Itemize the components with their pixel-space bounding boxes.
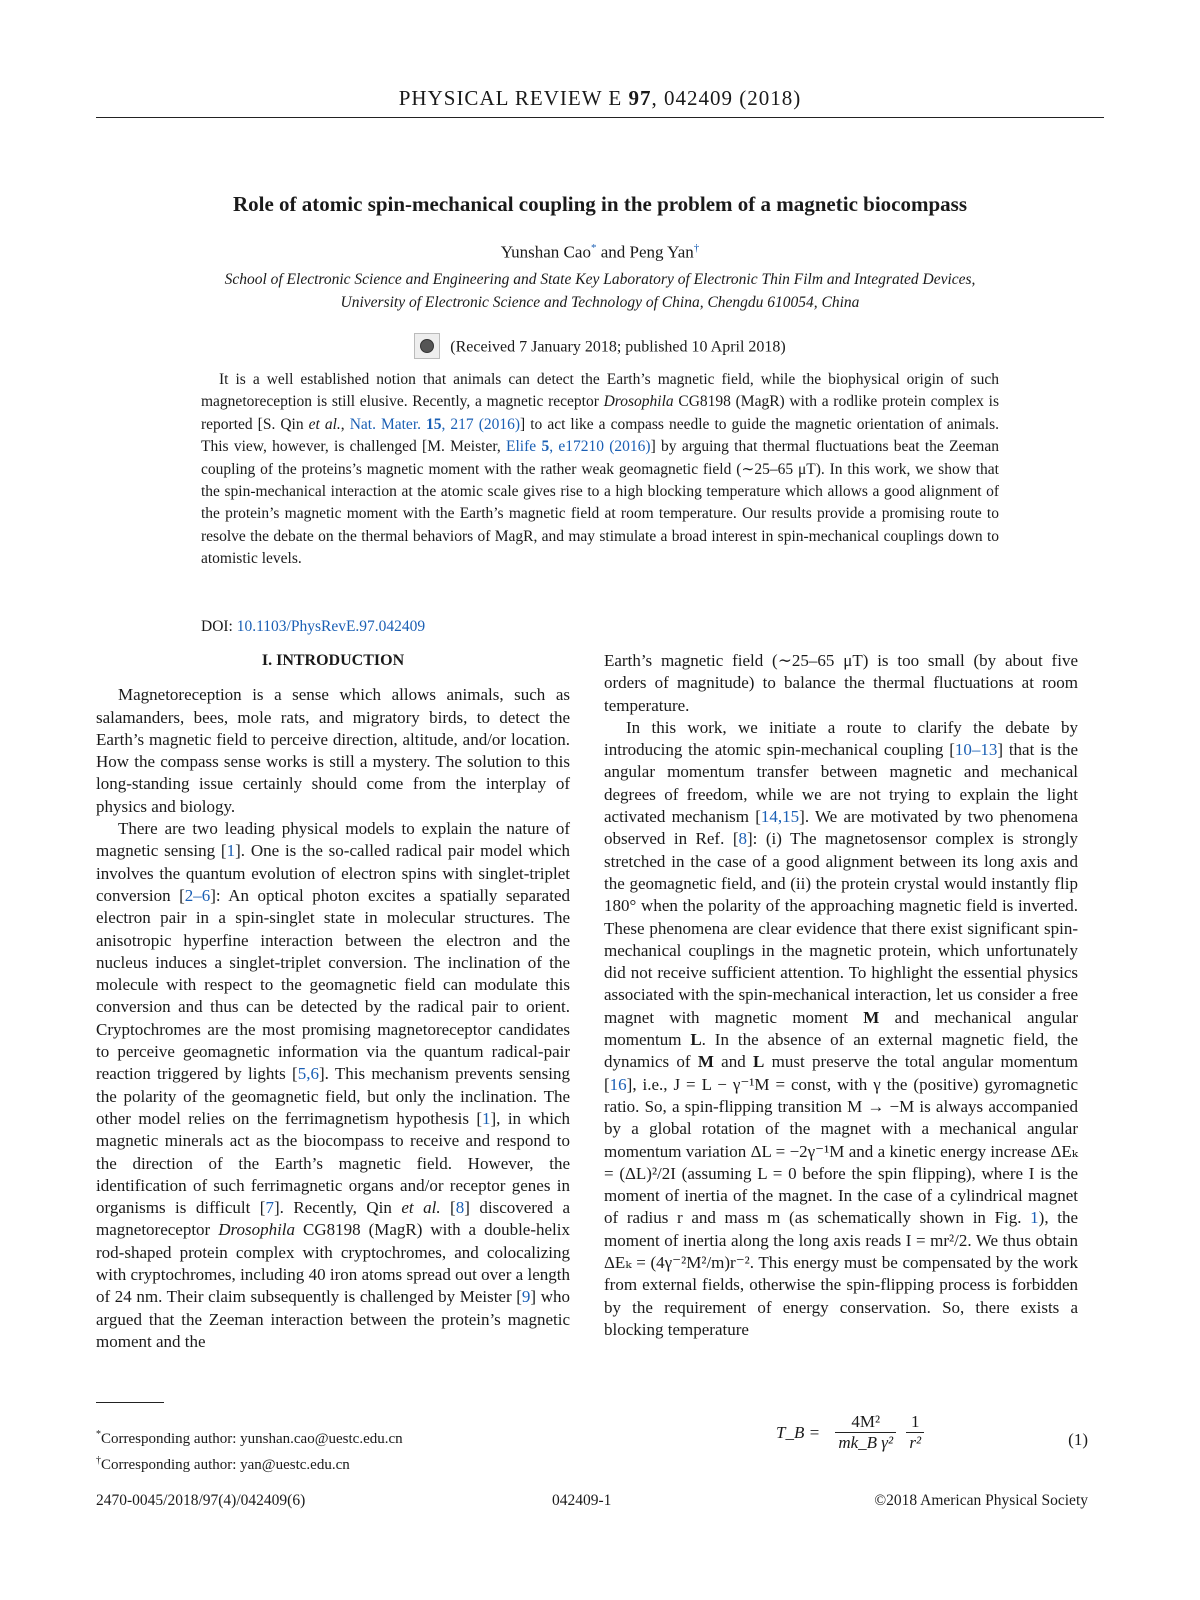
reference-link[interactable]: 16: [609, 1074, 627, 1094]
abstract-text: ] by arguing that thermal fluctuations beat the Zeeman coupling of the proteins’s magnetic moment with the rather weak geomagnetic field (∼25–65 μT). In this work, we show that the spin-mechanical interaction at the atomic scale gives rise to a high blocking temperature which allows a good alignment of the protein’s magnetic moment with the Earth’s magnetic field at room temperature. Our results provide a promising route to resolve the debate on the thermal behaviors of MagR, and may stimulate a broad interest in spin-mechanical couplings down to atomistic levels.: [201, 438, 999, 568]
journal-name: PHYSICAL REVIEW E: [398, 86, 623, 110]
reference-link[interactable]: 1: [226, 841, 236, 861]
text: ]. One is the so-called radical pair model which involves the quantum evolution of electron spins with singlet-triplet conversion [: [96, 841, 570, 905]
author-1: Yunshan Cao: [500, 242, 591, 262]
text: There are two leading physical models to explain the nature of magnetic sensing [: [96, 819, 570, 861]
text: ], i.e., J = L − γ⁻¹M = const, with γ the (positive) gyromagnetic ratio. So, a spin-flipping transition M → −M is always accompanied by a global rotation of the magnet with a mechanical angular momentum variation ΔL = −2γ⁻¹M and a kinetic energy increase ΔEₖ = (ΔL)²/2I (assuming L = 0 before the spin flipping), where I is the moment of inertia of the magnet. In the case of a cylindrical magnet of radius r and mass m (as schematically shown in Fig.: [604, 1074, 1078, 1228]
affiliation-line-1: School of Electronic Science and Engineering and State Key Laboratory of Electronic Thin Film and Integrated Devices,: [224, 271, 976, 288]
doi-line: [201, 618, 425, 636]
citation-link[interactable]: 15: [426, 415, 442, 433]
author-1-mark[interactable]: *: [590, 242, 597, 254]
reference-link[interactable]: 5,6: [297, 1064, 319, 1084]
received-line: [96, 335, 1104, 361]
text: In this work, we initiate a route to clarify the debate by introducing the atomic spin-mechanical coupling [: [604, 717, 1078, 760]
fraction-2: [906, 1412, 924, 1453]
text: CG8198 (MagR) with a double-helix rod-shaped protein complex with cryptochromes, and colocalizing with cryptochromes, including 40 iron atoms spread out over a length of 24 nm. Their claim subsequently is challenged by Meister [: [96, 1220, 570, 1307]
bold-symbol: L: [753, 1052, 765, 1072]
left-column: [96, 650, 570, 1353]
numerator: 1: [906, 1412, 924, 1433]
text: ] that is the angular momentum transfer between magnetic and mechanical degrees of freedom, while we are not trying to explain the light activated mechanism [: [604, 740, 1078, 827]
equation-number: (1): [1068, 1430, 1088, 1449]
italic-text: et al.: [401, 1198, 441, 1218]
author-line: [96, 242, 1104, 263]
abstract-italic: et al.: [308, 415, 341, 433]
doi-label: DOI:: [201, 618, 237, 635]
issn: 2470-0045/2018/97(4)/042409(6): [96, 1492, 306, 1509]
reference-link[interactable]: 8: [738, 829, 747, 849]
citation-link[interactable]: 5: [541, 438, 550, 456]
text: ]: (i) The magnetosensor complex is strongly stretched in the case of a good alignment between its long axis and the geomagnetic field, and (ii) the protein crystal would instantly flip 180° when the polarity of the approaching magnetic field is inverted. These phenomena are clear evidence that there exist significant spin-mechanical couplings in the magnetic protein, which unfortunately did not receive sufficient attention. To highlight the essential physics associated with the spin-mechanical interaction, let us consider a free magnet with magnetic moment: [604, 829, 1078, 1027]
crossmark-icon[interactable]: [414, 333, 440, 359]
abstract-text: CG8198 (MagR) with a rodlike protein complex is reported [S. Qin: [201, 393, 999, 433]
doi-link[interactable]: 10.1103/PhysRevE.97.042409: [236, 618, 426, 635]
text: ] who argued that the Zeeman interaction between the protein’s magnetic moment and the: [96, 1287, 570, 1351]
text: ), the moment of inertia along the long axis reads I = mr²/2. We thus obtain ΔEₖ = (4γ⁻²M²/m)r⁻². This energy must be compensated by the work from external fields, otherwise the spin-flipping process is forbidden by the requirement of energy conservation. So, there exists a blocking temperature: [604, 1208, 1078, 1339]
bold-symbol: L: [690, 1030, 702, 1050]
paragraph: [604, 717, 1078, 1341]
citation-link[interactable]: , 217: [441, 415, 474, 433]
page-number: 042409-1: [552, 1492, 612, 1509]
text: ]. Recently, Qin: [273, 1198, 402, 1218]
footnotes: [96, 1424, 403, 1476]
paragraph: [96, 818, 570, 1353]
journal-citation: , 042409 (2018): [651, 86, 802, 110]
text: and: [713, 1052, 753, 1072]
reference-link[interactable]: 8: [455, 1198, 465, 1218]
reference-link[interactable]: 1: [482, 1108, 491, 1128]
denominator: r²: [909, 1433, 922, 1452]
fraction-1: [835, 1412, 896, 1453]
reference-link[interactable]: 2–6: [184, 885, 211, 905]
text: ]: An optical photon excites a spatially separated electron pair in a spin-singlet state in molecular structures. The anisotropic hyperfine interaction between the electron and the nucleus induces a singlet-triplet conversion. The inclination of the molecule with respect to the geomagnetic field can modulate this conversion and thus can be detected by the radical pair to orient. Cryptochromes are the most promising magnetoreceptor candidates to perceive geomagnetic information via the quantum radical-pair reaction triggered by lights [: [96, 885, 570, 1084]
copyright: ©2018 American Physical Society: [874, 1492, 1088, 1509]
abstract-text: ,: [340, 415, 350, 433]
paragraph: Magnetoreception is a sense which allows animals, such as salamanders, bees, mole rats, and migratory birds, to detect the Earth’s magnetic field to perceive direction, altitude, and/or location. How the compass sense works is still a mystery. The solution to this long-standing issue certainly should come from the interplay of physics and biology.: [96, 685, 570, 816]
footnote-separator: [96, 1402, 164, 1403]
affiliation-line-2: University of Electronic Science and Technology of China, Chengdu 610054, China: [340, 294, 860, 311]
article-title: Role of atomic spin-mechanical coupling in the problem of a magnetic biocompass: [232, 192, 967, 216]
text: ]. This mechanism prevents sensing the polarity of the geomagnetic field, but only the inclination. The other model relies on the ferrimagnetism hypothesis [: [96, 1064, 570, 1128]
citation-link[interactable]: (2016): [478, 415, 521, 433]
equation-1: [776, 1412, 927, 1453]
abstract-text: It is a well established notion that animals can detect the Earth’s magnetic field, while the biophysical origin of such magnetoreception is still elusive. Recently, a magnetic receptor: [201, 371, 999, 411]
received-dates: (Received 7 January 2018; published 10 April 2018): [450, 338, 786, 356]
abstract: [201, 369, 999, 571]
figure-link[interactable]: 1: [1030, 1208, 1039, 1228]
text: ]. We are motivated by two phenomena observed in Ref. [: [604, 807, 1078, 849]
numerator: 4M²: [835, 1412, 896, 1433]
section-heading: I. INTRODUCTION: [261, 652, 405, 669]
abstract-italic: Drosophila: [603, 393, 674, 411]
journal-header: [96, 86, 1104, 118]
text: ], in which magnetic minerals act as the biocompass to receive and respond to the direction of the Earth’s magnetic field. However, the identification of such ferrimagnetic organs and/or receptor genes in organisms is difficult [: [96, 1108, 570, 1218]
text: and mechanical angular momentum: [604, 1007, 1078, 1050]
footnote-text: Corresponding author: yunshan.cao@uestc.edu.cn: [101, 1431, 403, 1447]
reference-link[interactable]: 14,15: [760, 807, 800, 827]
italic-text: Drosophila: [218, 1220, 296, 1240]
citation-link[interactable]: (2016): [609, 438, 651, 456]
footnote-1: [96, 1424, 403, 1450]
text: ] discovered a magnetoreceptor: [96, 1198, 571, 1240]
footnote-2: [96, 1450, 403, 1476]
equation-lhs: T_B =: [776, 1422, 821, 1442]
bold-symbol: M: [863, 1007, 880, 1027]
text: [: [440, 1198, 456, 1218]
citation-link[interactable]: Nat. Mater.: [349, 415, 421, 433]
denominator: mk_B γ²: [838, 1433, 894, 1452]
citation-link[interactable]: , e17210: [549, 438, 604, 456]
paragraph: Earth’s magnetic field (∼25–65 μT) is too small (by about five orders of magnitude) to balance the thermal fluctuations at room temperature.: [604, 651, 1078, 715]
citation-link[interactable]: Elife: [506, 438, 537, 456]
affiliation: [96, 268, 1104, 314]
reference-link[interactable]: 10–13: [954, 740, 998, 760]
reference-link[interactable]: 9: [521, 1287, 531, 1307]
footnote-mark: *: [96, 1429, 101, 1440]
text: must preserve the total angular momentum [: [604, 1052, 1078, 1094]
journal-volume: 97: [628, 86, 652, 110]
reference-link[interactable]: 7: [265, 1198, 274, 1218]
footnote-text: Corresponding author: yan@uestc.edu.cn: [101, 1457, 350, 1473]
author-2-mark[interactable]: †: [693, 242, 700, 254]
right-column: [604, 650, 1078, 1341]
author-2: and Peng Yan: [596, 242, 694, 262]
footnote-mark: †: [96, 1455, 101, 1466]
abstract-text: ] to act like a compass needle to guide the magnetic orientation of animals. This view, however, is challenged [M. Meister,: [201, 415, 999, 456]
bold-symbol: M: [697, 1052, 714, 1072]
text: . In the absence of an external magnetic field, the dynamics of: [604, 1030, 1078, 1072]
